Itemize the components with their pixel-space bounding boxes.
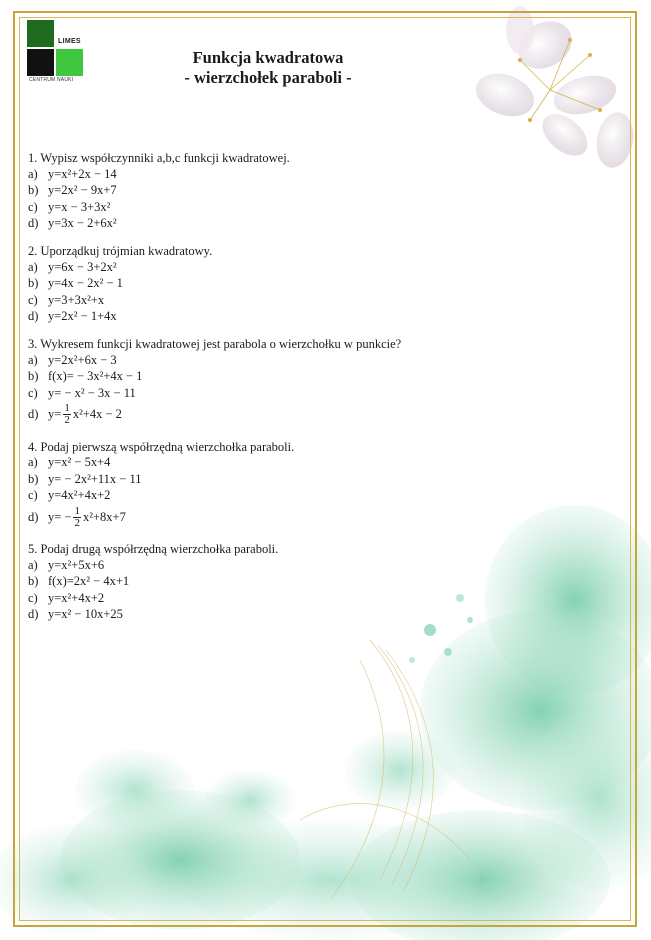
exercise-item bbox=[28, 590, 468, 607]
item-label: c) bbox=[28, 385, 38, 400]
item-label: c) bbox=[28, 199, 38, 214]
expression-suffix: x²+4x − 2 bbox=[72, 407, 122, 421]
fraction-denominator: 2 bbox=[64, 414, 70, 426]
exercise-item bbox=[28, 259, 468, 276]
exercise-section bbox=[28, 243, 468, 325]
item-expression: y=3+3x²+x bbox=[48, 292, 105, 307]
exercise-item bbox=[28, 504, 468, 530]
exercise-section bbox=[28, 336, 468, 428]
item-label: d) bbox=[28, 407, 39, 421]
exercise-item bbox=[28, 216, 468, 233]
exercise-list bbox=[28, 150, 468, 634]
item-expression: y=4x − 2x² − 1 bbox=[48, 276, 123, 291]
fraction-numerator: 1 bbox=[64, 402, 70, 414]
item-label: c) bbox=[28, 590, 38, 605]
expression-prefix: y= bbox=[48, 407, 62, 421]
exercise-item bbox=[28, 607, 468, 624]
exercise-item bbox=[28, 574, 468, 591]
item-expression: f(x)=2x² − 4x+1 bbox=[48, 574, 130, 589]
item-expression: f(x)= − 3x²+4x − 1 bbox=[48, 369, 143, 384]
item-label: a) bbox=[28, 352, 38, 367]
exercise-section bbox=[28, 541, 468, 623]
item-expression: y= − 2x²+11x − 11 bbox=[48, 471, 142, 486]
fraction-numerator: 1 bbox=[74, 504, 80, 517]
item-expression: y= − x² − 3x − 11 bbox=[48, 385, 136, 400]
exercise-item bbox=[28, 488, 468, 505]
exercise-item bbox=[28, 199, 468, 216]
exercise-item bbox=[28, 292, 468, 309]
item-label: a) bbox=[28, 259, 38, 274]
item-label: d) bbox=[28, 509, 39, 524]
item-expression: y=2x² − 9x+7 bbox=[48, 183, 117, 198]
exercise-item bbox=[28, 402, 468, 428]
exercise-item bbox=[28, 369, 468, 386]
exercise-item bbox=[28, 183, 468, 200]
item-expression: y=6x − 3+2x² bbox=[48, 259, 117, 274]
exercise-item bbox=[28, 471, 468, 488]
exercise-question: 4. Podaj pierwszą współrzędną wierzchołka paraboli. bbox=[28, 439, 295, 454]
item-label: b) bbox=[28, 471, 39, 486]
title-line-1: Funkcja kwadratowa bbox=[192, 48, 344, 67]
fraction-denominator: 2 bbox=[74, 516, 80, 529]
exercise-question: 2. Uporządkuj trójmian kwadratowy. bbox=[28, 244, 213, 258]
logo-square-dark-green bbox=[27, 20, 54, 47]
item-label: b) bbox=[28, 369, 39, 384]
logo-square-black bbox=[27, 49, 54, 76]
expression-prefix: y= − bbox=[48, 509, 72, 524]
exercise-item bbox=[28, 166, 468, 183]
item-expression bbox=[48, 506, 126, 529]
page-title bbox=[120, 48, 416, 88]
item-label: b) bbox=[28, 574, 39, 589]
exercise-item bbox=[28, 385, 468, 402]
fraction bbox=[63, 403, 71, 426]
item-label: c) bbox=[28, 292, 38, 307]
item-label: d) bbox=[28, 216, 39, 231]
item-expression: y=x² − 10x+25 bbox=[48, 607, 123, 622]
item-expression: y=2x² − 1+4x bbox=[48, 309, 117, 324]
title-line-2: - wierzchołek paraboli - bbox=[184, 68, 352, 87]
item-expression: y=2x²+6x − 3 bbox=[48, 352, 117, 367]
item-expression: y=x² − 5x+4 bbox=[48, 455, 111, 470]
exercise-question: 5. Podaj drugą współrzędną wierzchołka paraboli. bbox=[28, 542, 279, 556]
exercise-item bbox=[28, 352, 468, 369]
item-expression: y=3x − 2+6x² bbox=[48, 216, 117, 231]
item-expression: y=x²+2x − 14 bbox=[48, 166, 117, 181]
item-label: a) bbox=[28, 557, 38, 572]
logo-square-light-green bbox=[56, 49, 83, 76]
exercise-item bbox=[28, 309, 468, 326]
fraction bbox=[73, 506, 81, 529]
item-expression: y=4x²+4x+2 bbox=[48, 488, 111, 503]
item-label: b) bbox=[28, 276, 39, 291]
exercise-section bbox=[28, 439, 468, 531]
item-expression: y=x²+5x+6 bbox=[48, 557, 105, 572]
exercise-item bbox=[28, 455, 468, 472]
item-label: d) bbox=[28, 309, 39, 324]
item-expression: y=x²+4x+2 bbox=[48, 590, 105, 605]
item-label: a) bbox=[28, 455, 38, 470]
item-label: d) bbox=[28, 607, 39, 622]
exercise-section bbox=[28, 150, 468, 232]
expression-suffix: x²+8x+7 bbox=[82, 509, 126, 524]
item-label: c) bbox=[28, 488, 38, 503]
item-expression: y=x − 3+3x² bbox=[48, 199, 111, 214]
logo bbox=[27, 20, 85, 84]
exercise-item bbox=[28, 276, 468, 293]
logo-subtitle: CENTRUM NAUKI bbox=[29, 77, 74, 83]
item-label: b) bbox=[28, 183, 39, 198]
exercise-question: 3. Wykresem funkcji kwadratowej jest parabola o wierzchołku w punkcie? bbox=[28, 337, 402, 351]
exercise-item bbox=[28, 557, 468, 574]
logo-brand: LIMES bbox=[58, 38, 81, 45]
item-label: a) bbox=[28, 166, 38, 181]
exercise-question: 1. Wypisz współczynniki a,b,c funkcji kwadratowej. bbox=[28, 151, 290, 165]
item-expression bbox=[48, 403, 122, 426]
